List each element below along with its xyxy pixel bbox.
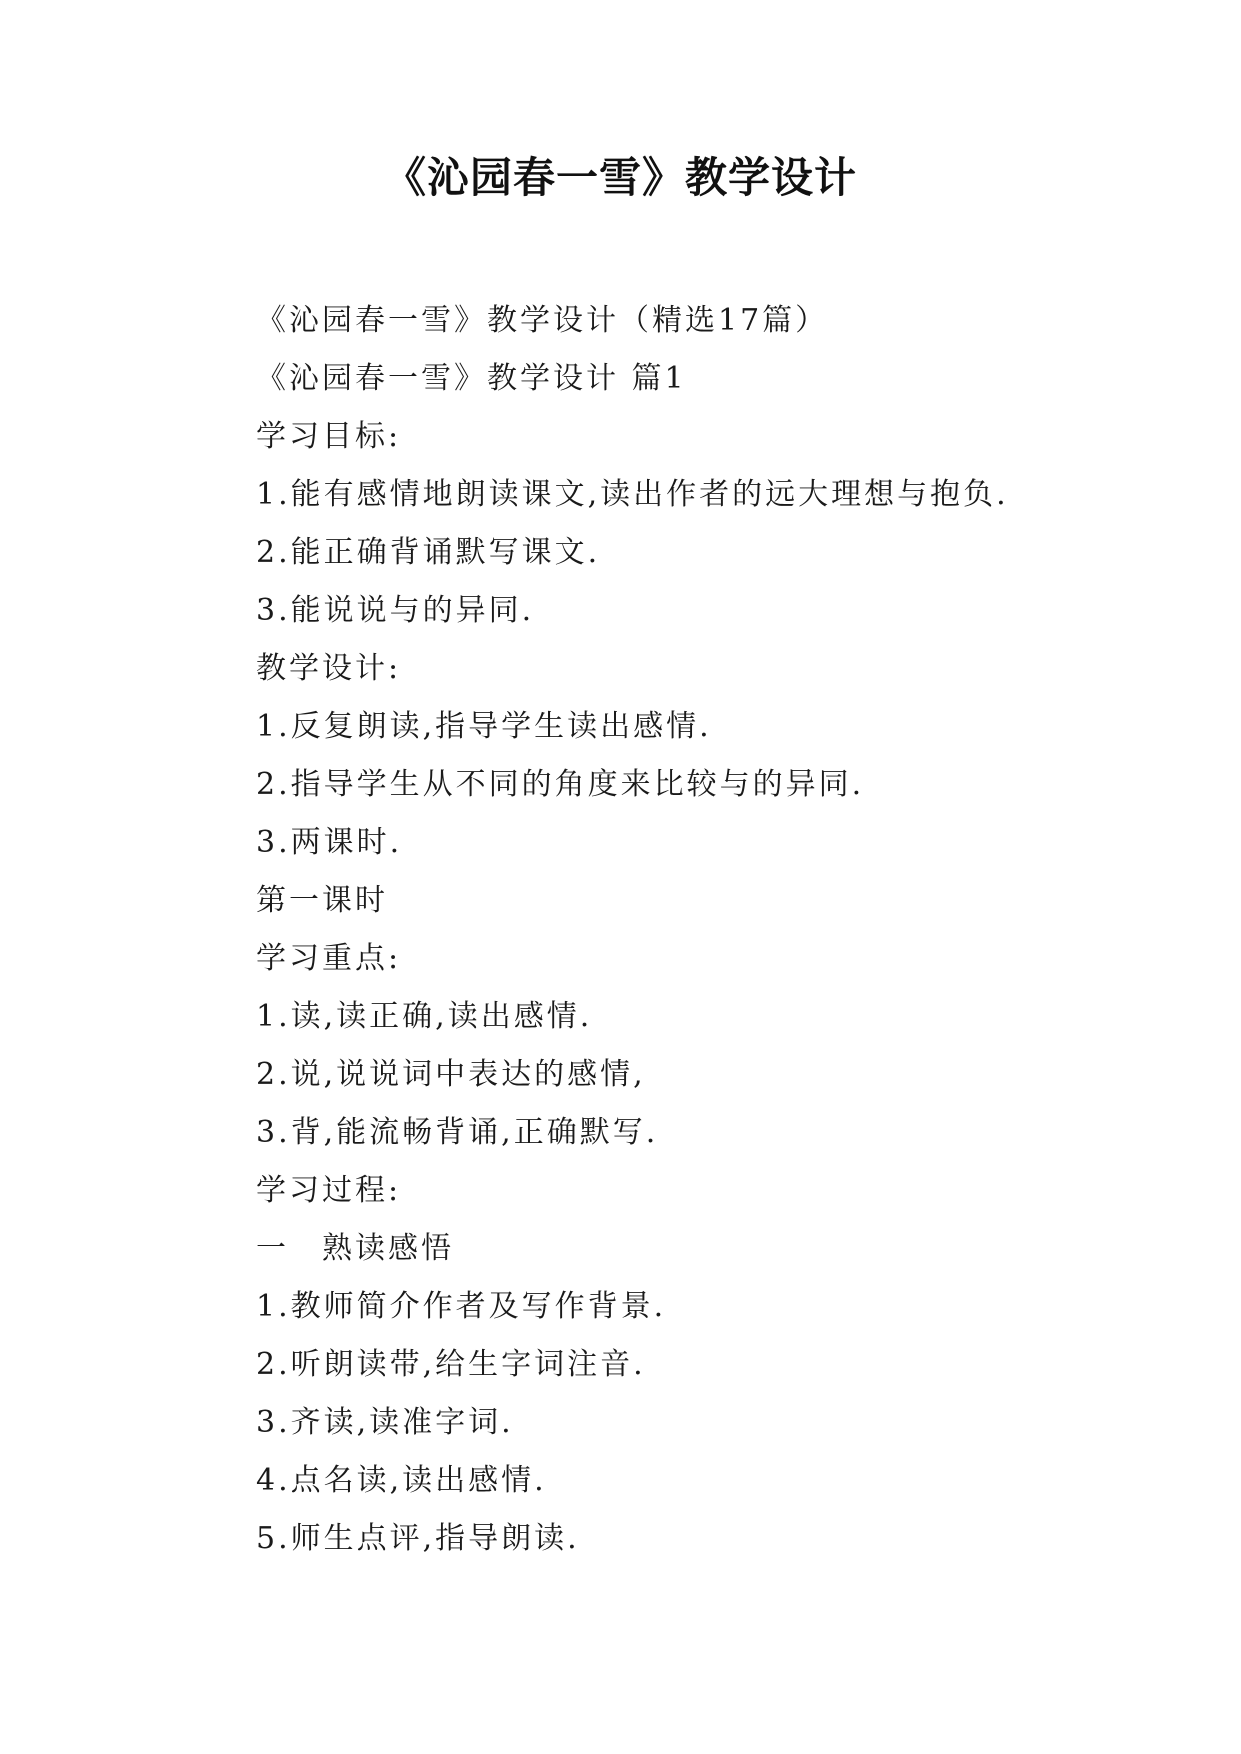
text-line: 学习目标: bbox=[256, 419, 402, 454]
text-line: 4.点名读,读出感情. bbox=[256, 1463, 547, 1498]
text-line: 1.反复朗读,指导学生读出感情. bbox=[256, 709, 712, 744]
text-line: 一 熟读感悟 bbox=[256, 1231, 454, 1266]
text-line: 学习过程: bbox=[256, 1173, 402, 1208]
text-line: 教学设计: bbox=[256, 651, 402, 686]
section-heading-line: 《沁园春一雪》教学设计 篇1 bbox=[256, 361, 687, 396]
text-line: 3.两课时. bbox=[256, 825, 403, 860]
text-line: 5.师生点评,指导朗读. bbox=[256, 1521, 580, 1556]
text-line: 1.教师简介作者及写作背景. bbox=[256, 1289, 667, 1324]
text-line: 3.背,能流畅背诵,正确默写. bbox=[256, 1115, 659, 1150]
text-line: 1.读,读正确,读出感情. bbox=[256, 999, 593, 1034]
text-line: 2.听朗读带,给生字词注音. bbox=[256, 1347, 646, 1382]
text-line: 2.能正确背诵默写课文. bbox=[256, 535, 601, 570]
document-title: 《沁园春一雪》教学设计 bbox=[383, 153, 857, 202]
text-line: 学习重点: bbox=[256, 941, 402, 976]
text-line: 3.齐读,读准字词. bbox=[256, 1405, 514, 1440]
document-body bbox=[256, 292, 1156, 1568]
text-line: 2.指导学生从不同的角度来比较与的异同. bbox=[256, 767, 865, 802]
text-line: 第一课时 bbox=[256, 883, 388, 918]
text-line: 2.说,说说词中表达的感情, bbox=[256, 1057, 646, 1092]
text-line: 1.能有感情地朗读课文,读出作者的远大理想与抱负. bbox=[256, 477, 1009, 512]
subtitle-line: 《沁园春一雪》教学设计（精选17篇） bbox=[256, 303, 829, 338]
text-line: 3.能说说与的异同. bbox=[256, 593, 535, 628]
